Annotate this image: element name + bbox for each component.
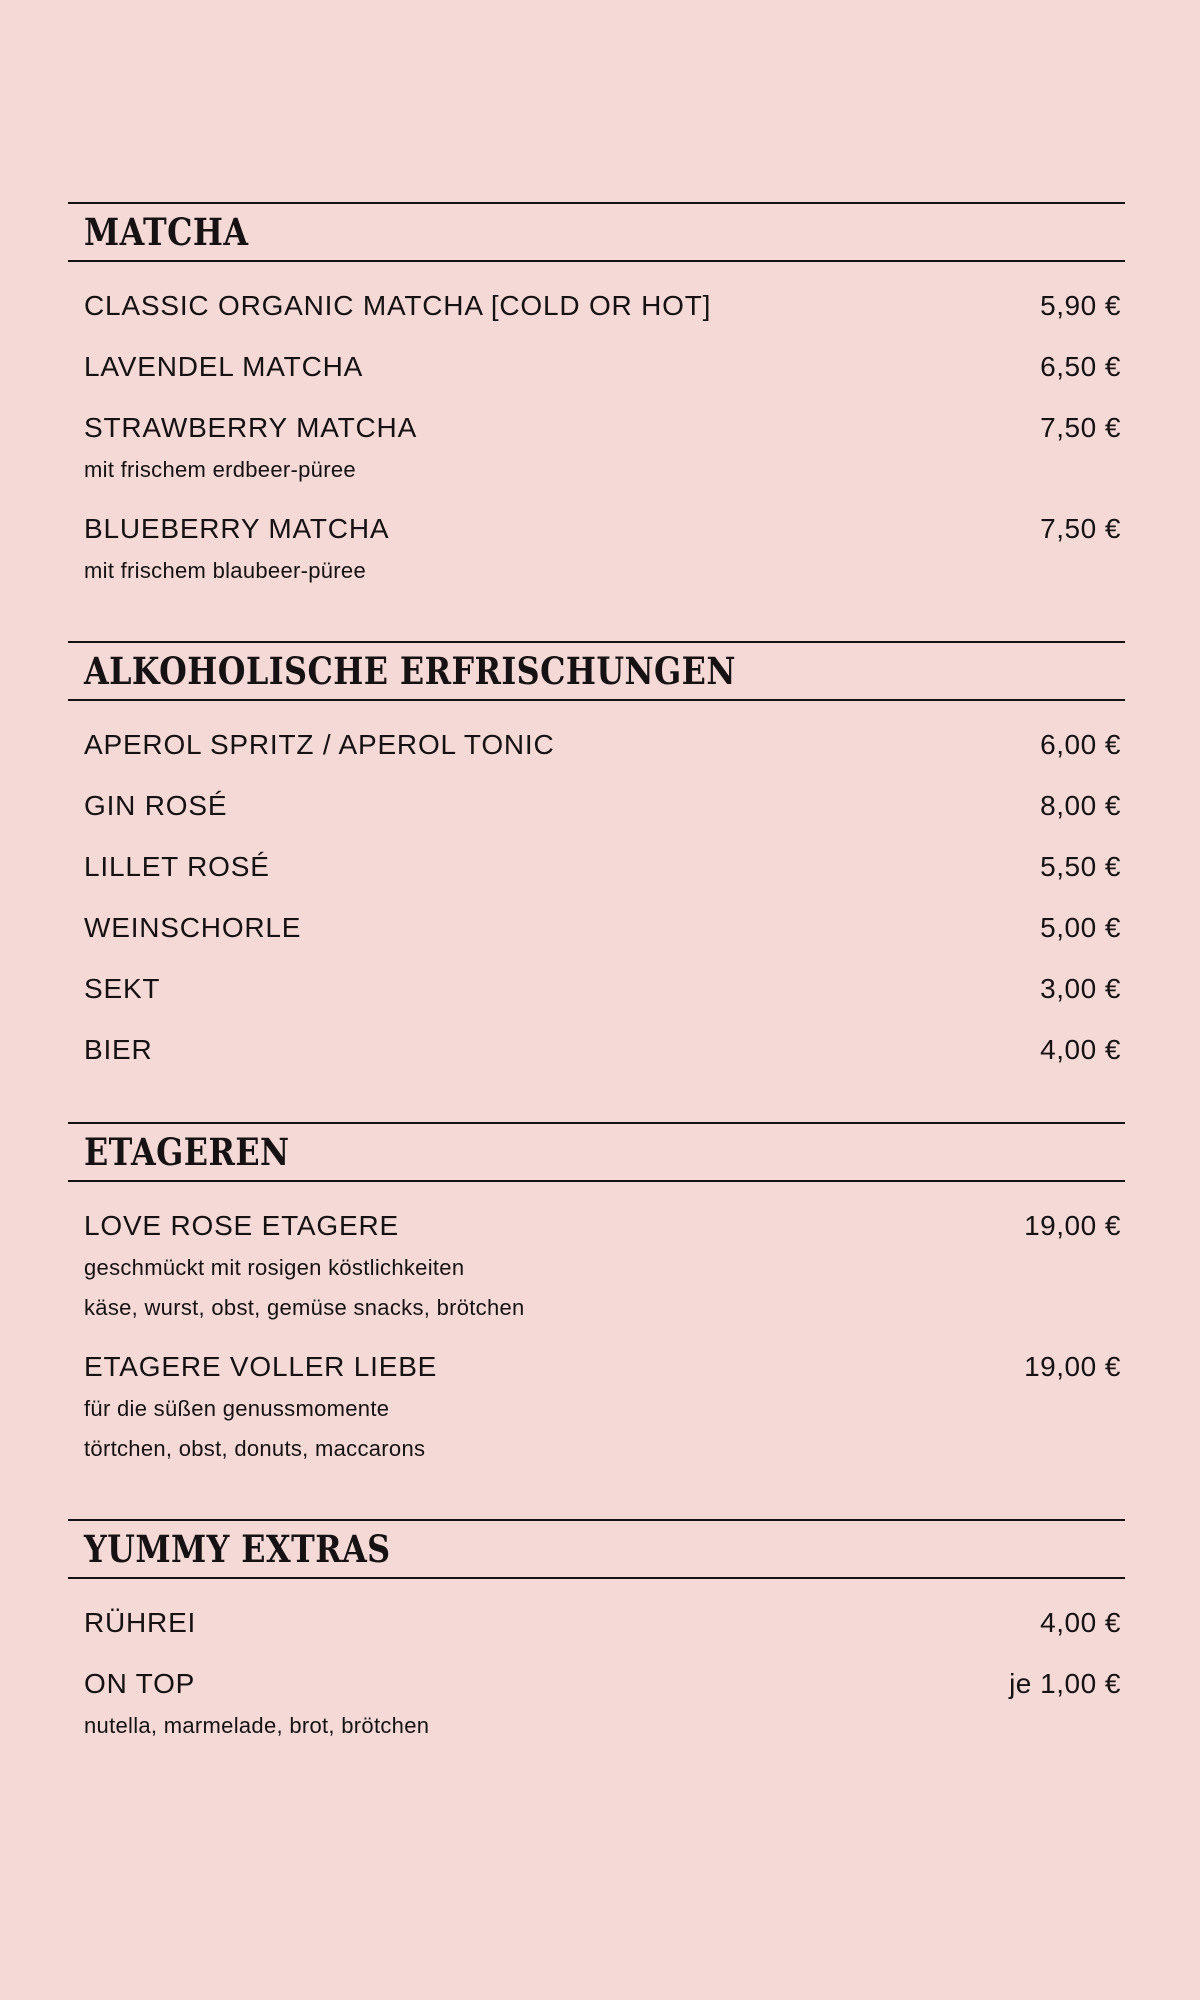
section-title: ETAGEREN <box>84 1129 290 1174</box>
menu-section <box>68 1122 1125 1469</box>
menu-section <box>68 641 1125 1072</box>
menu-item <box>68 406 1125 490</box>
menu-item <box>68 723 1125 767</box>
item-description: mit frischem erdbeer-püree <box>84 457 356 482</box>
item-description: für die süßen genussmomente <box>84 1396 390 1421</box>
section-header <box>68 641 1125 701</box>
menu-item <box>68 284 1125 328</box>
menu-item-row <box>84 723 1121 767</box>
item-name: LILLET ROSÉ <box>84 851 270 882</box>
menu-item <box>68 1204 1125 1328</box>
menu-item-row <box>84 1028 1121 1072</box>
menu-item <box>68 1601 1125 1645</box>
item-description: nutella, marmelade, brot, brötchen <box>84 1713 430 1738</box>
item-description: mit frischem blaubeer-püree <box>84 558 366 583</box>
menu-item-row <box>84 1204 1121 1248</box>
menu-item <box>68 507 1125 591</box>
item-name: STRAWBERRY MATCHA <box>84 412 418 443</box>
item-name: LAVENDEL MATCHA <box>84 351 364 382</box>
item-price: 6,00 € <box>1040 729 1121 760</box>
item-name: ETAGERE VOLLER LIEBE <box>84 1351 438 1382</box>
item-name: WEINSCHORLE <box>84 912 302 943</box>
item-price: 5,90 € <box>1040 290 1121 321</box>
section-header <box>68 1122 1125 1182</box>
menu-item-row <box>84 507 1121 551</box>
menu-item-row <box>84 284 1121 328</box>
item-name: ON TOP <box>84 1668 196 1699</box>
section-header <box>68 202 1125 262</box>
section-title: YUMMY EXTRAS <box>84 1526 391 1571</box>
menu-item <box>68 784 1125 828</box>
menu-item-row <box>84 784 1121 828</box>
section-title: MATCHA <box>84 209 249 254</box>
menu-item-row <box>84 1662 1121 1706</box>
item-description: törtchen, obst, donuts, maccarons <box>84 1436 426 1461</box>
item-name: RÜHREI <box>84 1607 197 1638</box>
item-name: LOVE ROSE ETAGERE <box>84 1210 399 1241</box>
item-price: 3,00 € <box>1040 973 1121 1004</box>
item-name: GIN ROSÉ <box>84 790 228 821</box>
menu-item-row <box>84 1601 1121 1645</box>
menu-item <box>68 845 1125 889</box>
item-price: 5,00 € <box>1040 912 1121 943</box>
item-name: SEKT <box>84 973 161 1004</box>
item-price: 19,00 € <box>1024 1351 1121 1382</box>
item-name: BIER <box>84 1034 153 1065</box>
menu-item-row <box>84 345 1121 389</box>
menu-item <box>68 1662 1125 1746</box>
item-price: 7,50 € <box>1040 513 1121 544</box>
menu-section <box>68 1519 1125 1746</box>
menu-item-row <box>84 967 1121 1011</box>
item-price: 19,00 € <box>1024 1210 1121 1241</box>
menu-item <box>68 906 1125 950</box>
menu-item <box>68 1345 1125 1469</box>
item-name: BLUEBERRY MATCHA <box>84 513 390 544</box>
item-description: käse, wurst, obst, gemüse snacks, brötchen <box>84 1295 525 1320</box>
item-price: 6,50 € <box>1040 351 1121 382</box>
item-name: APEROL SPRITZ / APEROL TONIC <box>84 729 555 760</box>
item-name: CLASSIC ORGANIC MATCHA [COLD OR HOT] <box>84 290 712 321</box>
section-title: ALKOHOLISCHE ERFRISCHUNGEN <box>84 648 736 693</box>
menu-item-row <box>84 906 1121 950</box>
item-description: geschmückt mit rosigen köstlichkeiten <box>84 1255 465 1280</box>
menu-item <box>68 1028 1125 1072</box>
item-price: 5,50 € <box>1040 851 1121 882</box>
menu-item-row <box>84 406 1121 450</box>
menu-item-row <box>84 845 1121 889</box>
menu-item <box>68 967 1125 1011</box>
item-price: 4,00 € <box>1040 1034 1121 1065</box>
menu <box>68 202 1125 1796</box>
item-price: 7,50 € <box>1040 412 1121 443</box>
menu-item-row <box>84 1345 1121 1389</box>
item-price: 8,00 € <box>1040 790 1121 821</box>
item-price: 4,00 € <box>1040 1607 1121 1638</box>
menu-item <box>68 345 1125 389</box>
menu-section <box>68 202 1125 591</box>
section-header <box>68 1519 1125 1579</box>
item-price: je 1,00 € <box>1009 1668 1121 1699</box>
